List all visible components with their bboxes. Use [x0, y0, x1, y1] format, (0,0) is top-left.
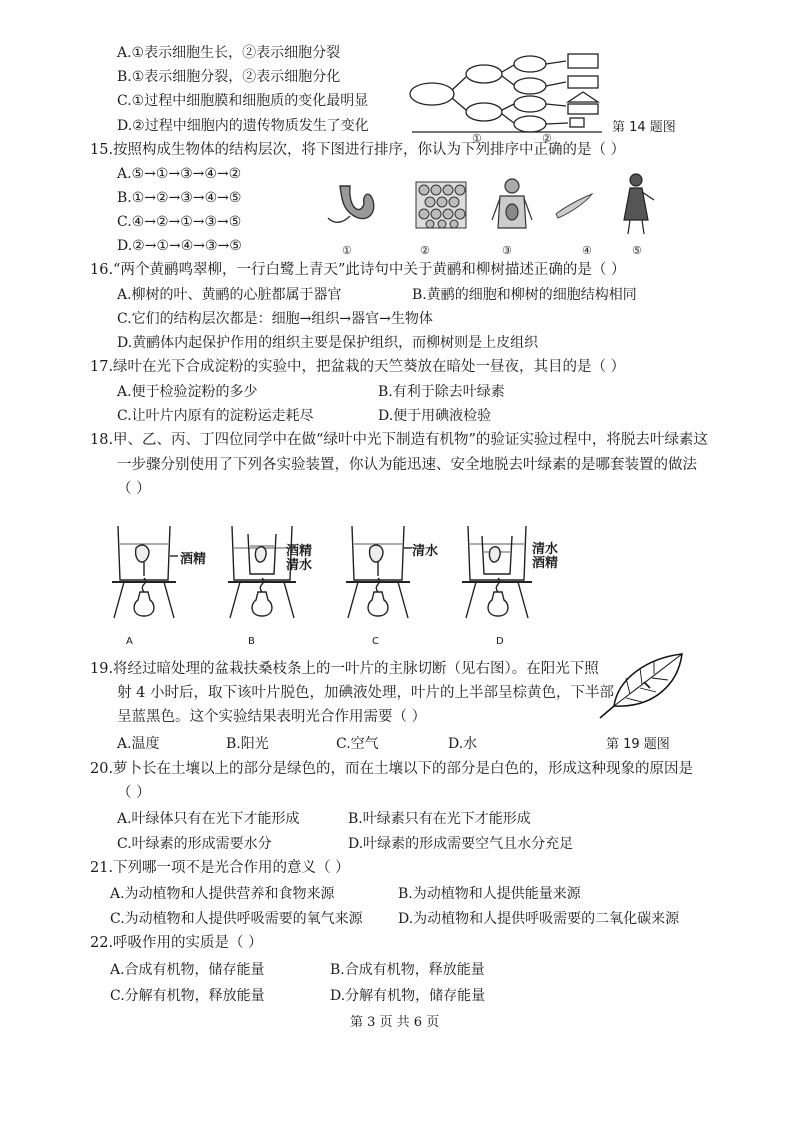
- q18-stem-line2: 一步骤分别使用了下列各实验装置，你认为能迅速、安全地脱去叶绿素的是哪套装置的做法: [117, 457, 697, 473]
- q15-fig-mark-1: ①: [342, 244, 352, 257]
- q20-option-b: B.叶绿素只有在光下才能形成: [348, 811, 531, 827]
- q22-option-c: C.分解有机物，释放能量: [110, 988, 265, 1004]
- q15-option-d: D.②→①→④→③→⑤: [117, 238, 242, 254]
- q16-option-c: C.它们的结构层次都是：细胞→组织→器官→生物体: [117, 311, 433, 327]
- q14-option-a: A.①表示细胞生长，②表示细胞分裂: [117, 45, 341, 61]
- q17-option-d: D.便于用碘液检验: [378, 408, 492, 424]
- q15-option-a: A.⑤→①→③→④→②: [117, 166, 242, 182]
- elongated-cell-image: [556, 194, 592, 218]
- woman-image: [624, 174, 654, 234]
- q14-fig-mark-1: ①: [472, 132, 482, 144]
- q16-option-d: D.黄鹂体内起保护作用的组织主要是保护组织，而柳树则是上皮组织: [117, 335, 539, 351]
- setup-b-letter: B: [248, 636, 255, 647]
- setup-d-letter: D: [496, 636, 504, 647]
- q14-cell-diagram: [402, 44, 612, 144]
- human-torso-image: [492, 179, 532, 228]
- setup-d-label-1: 清水: [532, 542, 559, 557]
- q21-option-c: C.为动植物和人提供呼吸需要的氧气来源: [110, 911, 363, 927]
- q14-option-c: C.①过程中细胞膜和细胞质的变化最明显: [117, 93, 369, 109]
- tissue-image: [416, 182, 466, 228]
- q15-fig-mark-3: ③: [502, 244, 512, 257]
- q21-option-d: D.为动植物和人提供呼吸需要的二氧化碳来源: [398, 911, 680, 927]
- q20-option-a: A.叶绿体只有在光下才能形成: [117, 811, 300, 827]
- q20-stem-line2: （ ）: [117, 785, 151, 801]
- setup-c-apparatus: [346, 518, 456, 648]
- q17-option-c: C.让叶片内原有的淀粉运走耗尽: [117, 408, 314, 424]
- q19-stem-line2: 射 4 小时后，取下该叶片脱色，加碘液处理，叶片的上半部呈棕黄色，下半部: [117, 685, 614, 701]
- q19-leaf-figure: [596, 648, 688, 724]
- q19-option-c: C.空气: [336, 736, 379, 752]
- q21-option-b: B.为动植物和人提供能量来源: [398, 886, 581, 902]
- q19-stem-line1: 19.将经过暗处理的盆栽扶桑枝条上的一叶片的主脉切断（见右图）。在阳光下照: [90, 661, 599, 677]
- q20-stem-line1: 20.萝卜长在土壤以上的部分是绿色的，而在土壤以下的部分是白色的，形成这种现象的原因是: [90, 761, 694, 777]
- setup-b-label-2: 清水: [286, 558, 313, 573]
- q18-stem-line3: （ ）: [117, 481, 151, 497]
- q14-fig-mark-2: ②: [542, 132, 552, 144]
- setup-d-label-2: 酒精: [532, 556, 559, 571]
- q22-option-a: A.合成有机物，储存能量: [110, 962, 265, 978]
- q19-option-b: B.阳光: [226, 736, 269, 752]
- setup-a-apparatus: [110, 518, 220, 648]
- q15-fig-mark-2: ②: [420, 244, 430, 257]
- setup-c-label-1: 清水: [412, 544, 439, 559]
- q19-stem-line3: 呈蓝黑色。这个实验结果表明光合作用需要（ ）: [117, 709, 427, 725]
- q14-option-d: D.②过程中细胞内的遗传物质发生了变化: [117, 118, 369, 134]
- q18-apparatus-figures: [110, 518, 570, 648]
- q22-option-d: D.分解有机物，储存能量: [330, 988, 486, 1004]
- q15-stem: 15.按照构成生物体的结构层次，将下图进行排序，你认为下列排序中正确的是（ ）: [90, 142, 626, 158]
- q15-option-b: B.①→②→③→④→⑤: [117, 190, 242, 206]
- q17-stem: 17.绿叶在光下合成淀粉的实验中，把盆栽的天竺葵放在暗处一昼夜，其目的是（ ）: [90, 359, 626, 375]
- q20-option-c: C.叶绿素的形成需要水分: [117, 836, 272, 852]
- q16-option-b: B.黄鹂的细胞和柳树的细胞结构相同: [412, 287, 637, 303]
- q18-stem-line1: 18.甲、乙、丙、丁四位同学中在做“绿叶中光下制造有机物”的验证实验过程中，将脱去叶绿素这: [90, 432, 708, 448]
- q15-option-c: C.④→②→①→③→⑤: [117, 214, 242, 230]
- q16-option-a: A.柳树的叶、黄鹂的心脏都属于器官: [117, 287, 342, 303]
- q20-option-d: D.叶绿素的形成需要空气且水分充足: [348, 836, 574, 852]
- setup-a-letter: A: [126, 636, 133, 647]
- q15-fig-mark-4: ④: [582, 244, 592, 257]
- q16-stem: 16.“两个黄鹂鸣翠柳，一行白鹭上青天”此诗句中关于黄鹂和柳树描述正确的是（ ）: [90, 262, 626, 278]
- q21-stem: 21.下列哪一项不是光合作用的意义（ ）: [90, 860, 350, 876]
- stomach-image: [328, 186, 374, 222]
- setup-b-label-1: 酒精: [286, 544, 313, 559]
- setup-c-letter: C: [372, 636, 379, 647]
- q19-option-a: A.温度: [117, 736, 160, 752]
- q21-option-a: A.为动植物和人提供营养和食物来源: [110, 886, 335, 902]
- q19-option-d: D.水: [448, 736, 478, 752]
- setup-a-label-1: 酒精: [180, 552, 207, 567]
- q22-stem: 22.呼吸作用的实质是（ ）: [90, 935, 263, 951]
- q14-option-b: B.①表示细胞分裂，②表示细胞分化: [117, 69, 341, 85]
- page-footer: 第 3 页 共 6 页: [350, 1015, 440, 1030]
- q17-option-b: B.有利于除去叶绿素: [378, 384, 505, 400]
- q19-fig-label: 第 19 题图: [606, 737, 670, 752]
- q15-fig-mark-5: ⑤: [632, 244, 642, 257]
- q14-fig-label: 第 14 题图: [612, 120, 676, 135]
- q17-option-a: A.便于检验淀粉的多少: [117, 384, 258, 400]
- setup-b-apparatus: [228, 518, 338, 648]
- q15-structure-images: [320, 172, 670, 262]
- q22-option-b: B.合成有机物，释放能量: [330, 962, 485, 978]
